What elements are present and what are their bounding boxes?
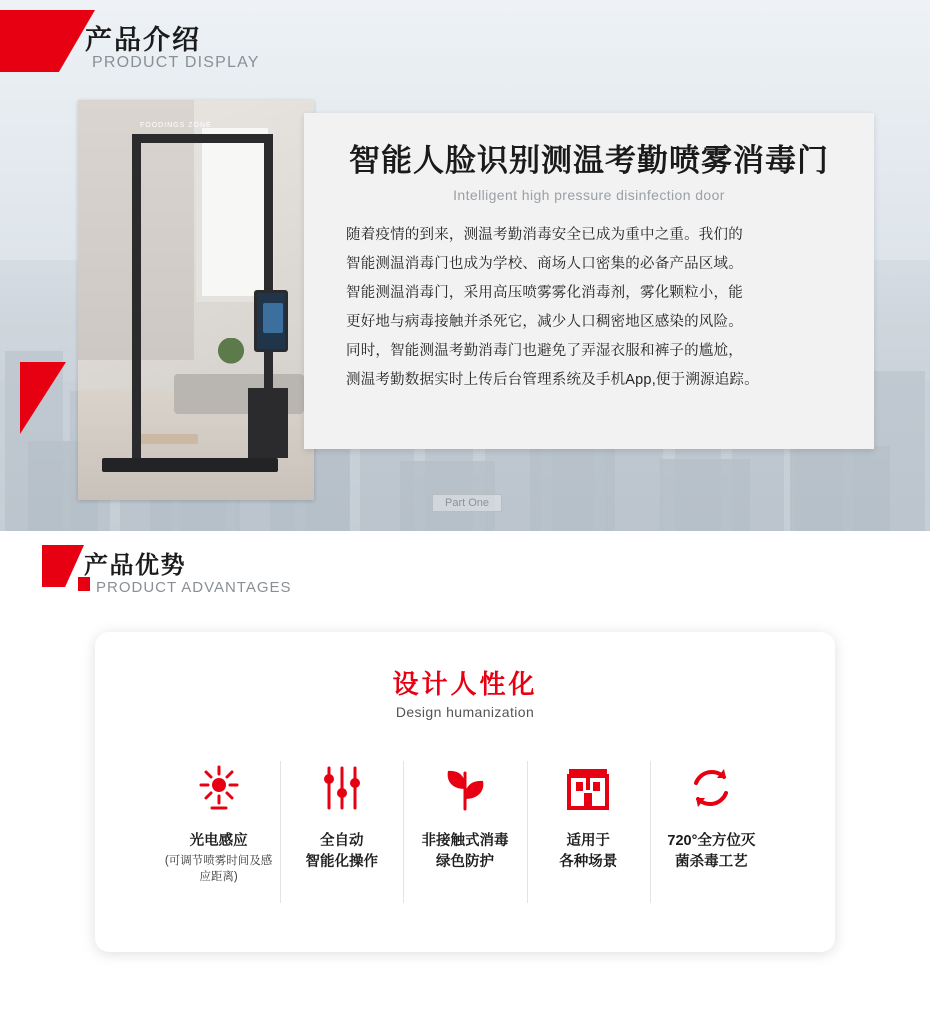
section-title-en: PRODUCT DISPLAY <box>92 54 260 71</box>
description-line: 同时，智能测温考勤消毒门也避免了弄湿衣服和裤子的尴尬， <box>346 343 743 359</box>
part-badge: Part One <box>432 494 502 512</box>
feature-label-line2: 菌杀毒工艺 <box>675 854 748 870</box>
gate-top-bar <box>132 134 273 143</box>
gate-left-post <box>132 134 141 464</box>
description-line: 智能测温消毒门，采用高压喷雾雾化消毒剂，雾化颗粒小，能 <box>346 285 743 301</box>
product-title: 智能人脸识别测温考勤喷雾消毒门 <box>349 143 829 178</box>
feature-label-line2: 智能化操作 <box>305 854 379 870</box>
feature-label-line1: 适用于 <box>566 833 610 849</box>
feature-label-line2: 绿色防护 <box>436 854 494 870</box>
feature-label-line2: 各种场景 <box>559 854 618 870</box>
photo-table <box>136 434 198 444</box>
feature-list <box>157 757 773 907</box>
gate-face-screen <box>254 290 288 352</box>
sun-sensor-icon <box>161 757 276 819</box>
advantages-header <box>0 531 930 611</box>
advantages-card <box>95 632 835 952</box>
advantages-title-en: PRODUCT ADVANTAGES <box>96 579 292 596</box>
feature-item <box>650 757 773 907</box>
feature-label-line1: 非接触式消毒 <box>421 833 509 849</box>
rotate-icon <box>654 757 769 819</box>
feature-item <box>280 757 403 907</box>
section-header <box>0 0 930 95</box>
advantages-card-title: 设计人性化 <box>392 669 538 699</box>
advantages-title-cn: 产品优势 <box>84 552 186 579</box>
description-line: 测温考勤数据实时上传后台管理系统及手机App,便于溯源追踪。 <box>346 372 759 388</box>
feature-label-line1: 光电感应 <box>189 833 248 849</box>
product-description-body <box>346 221 846 395</box>
feature-note: (可调节喷雾时间及感应距离) <box>164 855 273 883</box>
feature-label-line1: 720°全方位灭 <box>667 833 756 849</box>
product-photo <box>78 100 314 500</box>
feature-item <box>527 757 650 907</box>
red-wedge-decoration <box>0 10 95 72</box>
description-line: 智能测温消毒门也成为学校、商场人口密集的必备产品区域。 <box>346 256 743 272</box>
advantages-card-subtitle: Design humanization <box>395 704 535 720</box>
product-advantages-section <box>0 531 930 1022</box>
gate-cabinet <box>248 388 288 458</box>
photo-brand-label: FOODINGS ZONE <box>140 122 212 129</box>
gate-base <box>102 458 278 472</box>
section-title-cn: 产品介绍 <box>85 25 201 55</box>
photo-window <box>196 122 274 302</box>
product-subtitle: Intelligent high pressure disinfection door <box>453 187 725 203</box>
sliders-icon <box>284 757 399 819</box>
building-icon <box>531 757 646 819</box>
photo-plant <box>218 338 244 380</box>
leaf-icon <box>407 757 522 819</box>
description-line: 更好地与病毒接触并杀死它，减少人口稠密地区感染的风险。 <box>346 314 743 330</box>
product-description-card <box>304 113 874 449</box>
feature-item <box>403 757 526 907</box>
feature-item <box>157 757 280 907</box>
feature-label-line1: 全自动 <box>320 833 364 849</box>
description-line: 随着疫情的到来，测温考勤消毒安全已成为重中之重。我们的 <box>346 227 743 243</box>
